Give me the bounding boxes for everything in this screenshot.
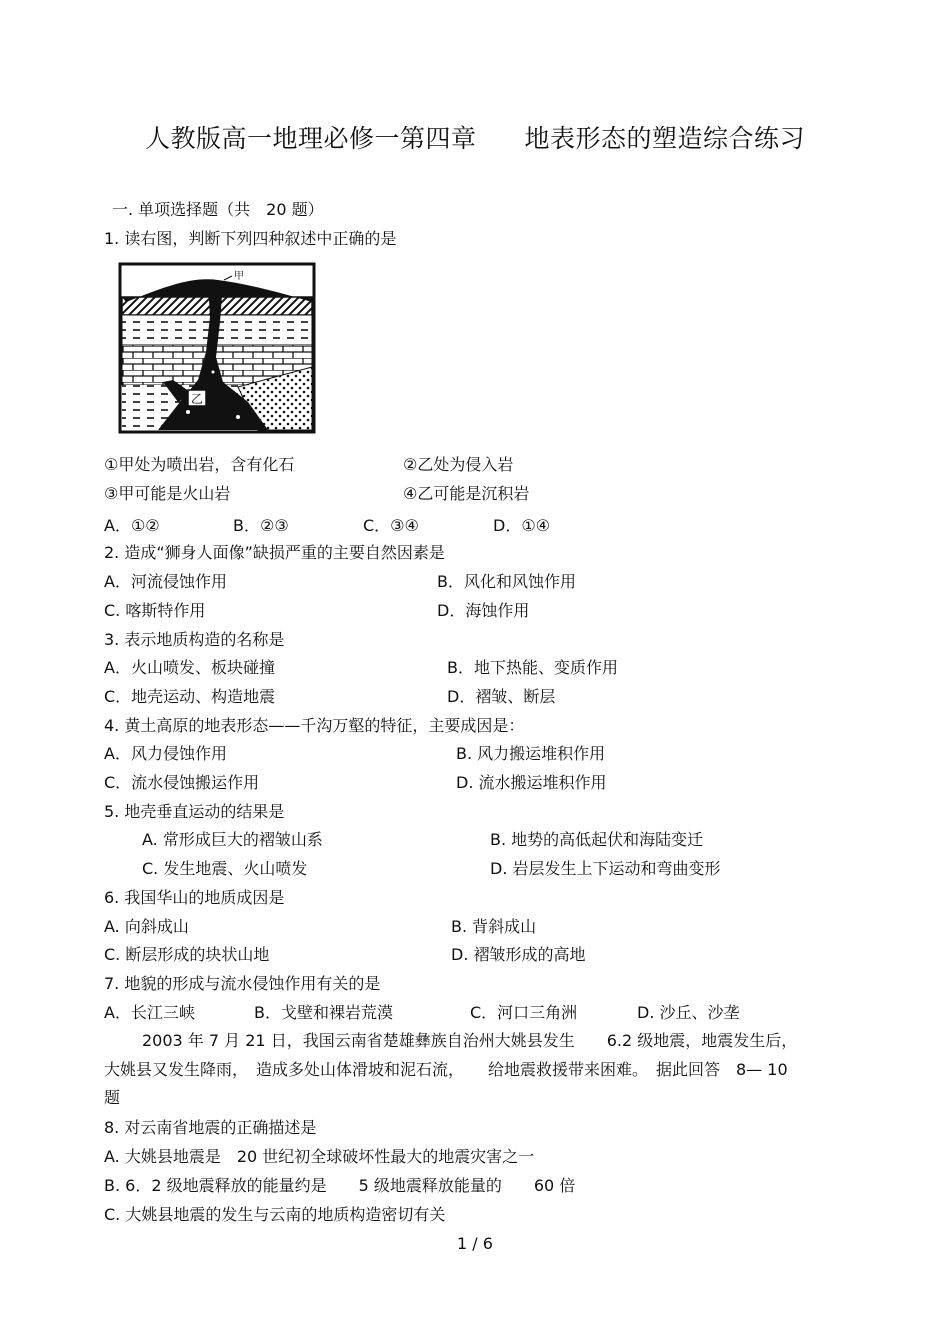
q6-option-b: B. 背斜成山 <box>451 917 537 936</box>
q1-statement-1: ①甲处为喷出岩，含有化石 <box>104 455 295 474</box>
passage-line-1: 2003 年 7 月 21 日，我国云南省楚雄彝族自治州大姚县发生 6.2 级地震，地震发生后， <box>142 1031 798 1050</box>
q6-option-a: A. 向斜成山 <box>104 917 189 936</box>
q5-option-c: C. 发生地震、火山喷发 <box>142 859 308 878</box>
label-yi: 乙 <box>190 392 204 406</box>
q1-option-d: D．①④ <box>493 516 551 535</box>
q7-option-a: A．长江三峡 <box>104 1003 195 1022</box>
q5-option-b: B. 地势的高低起伏和海陆变迁 <box>490 830 704 849</box>
q5-option-a: A. 常形成巨大的褶皱山系 <box>142 830 323 849</box>
q3-option-d: D．褶皱、断层 <box>447 687 556 706</box>
q2-stem: 2. 造成“狮身人面像”缺损严重的主要自然因素是 <box>104 543 445 562</box>
q4-option-c: C．流水侵蚀搬运作用 <box>104 773 260 792</box>
q3-option-a: A．火山喷发、板块碰撞 <box>104 658 275 677</box>
q5-option-d: D. 岩层发生上下运动和弯曲变形 <box>490 859 721 878</box>
q4-option-a: A．风力侵蚀作用 <box>104 744 227 763</box>
q8-stem: 8. 对云南省地震的正确描述是 <box>104 1118 317 1137</box>
q2-option-c: C. 喀斯特作用 <box>104 601 206 620</box>
q3-option-b: B．地下热能、变质作用 <box>447 658 618 677</box>
page-title <box>0 119 950 155</box>
q2-option-b: B．风化和风蚀作用 <box>437 572 576 591</box>
passage-line-3: 题 <box>104 1088 121 1107</box>
page-number: 1 / 6 <box>457 1234 493 1253</box>
q7-option-d: D. 沙丘、沙垄 <box>637 1003 740 1022</box>
q1-statement-3: ③甲可能是火山岩 <box>104 484 231 503</box>
passage-line-2: 大姚县又发生降雨， 造成多处山体滑坡和泥石流， 给地震救援带来困难。 据此回答 8— 10 <box>104 1060 788 1079</box>
q8-option-a: A. 大姚县地震是 20 世纪初全球破坏性最大的地震灾害之一 <box>104 1147 535 1166</box>
q7-option-c: C．河口三角洲 <box>470 1003 578 1022</box>
q8-option-b: B. 6．2 级地震释放的能量约是 5 级地震释放能量的 60 倍 <box>104 1176 576 1195</box>
q7-option-b: B．戈壁和裸岩荒漠 <box>254 1003 393 1022</box>
geology-figure <box>118 262 316 434</box>
q1-option-a: A．①② <box>104 516 160 535</box>
q6-option-c: C. 断层形成的块状山地 <box>104 945 270 964</box>
q8-option-c: C. 大姚县地震的发生与云南的地质构造密切有关 <box>104 1205 446 1224</box>
q2-option-d: D．海蚀作用 <box>437 601 530 620</box>
q3-stem: 3. 表示地质构造的名称是 <box>104 630 285 649</box>
q7-stem: 7. 地貌的形成与流水侵蚀作用有关的是 <box>104 974 381 993</box>
q2-option-a: A．河流侵蚀作用 <box>104 572 227 591</box>
q3-option-c: C．地壳运动、构造地震 <box>104 687 276 706</box>
q1-stem: 1. 读右图，判断下列四种叙述中正确的是 <box>104 229 397 248</box>
q4-option-d: D. 流水搬运堆积作用 <box>456 773 607 792</box>
q5-stem: 5. 地壳垂直运动的结果是 <box>104 802 285 821</box>
section-header: 一. 单项选择题（共 20 题） <box>112 200 324 219</box>
title-part2: 地表形态的塑造综合练习 <box>524 124 806 153</box>
q4-option-b: B. 风力搬运堆积作用 <box>456 744 606 763</box>
q1-option-c: C．③④ <box>363 516 419 535</box>
q6-option-d: D. 褶皱形成的高地 <box>451 945 586 964</box>
q1-option-b: B．②③ <box>233 516 289 535</box>
q1-statement-4: ④乙可能是沉积岩 <box>403 484 530 503</box>
q1-statement-2: ②乙处为侵入岩 <box>403 455 514 474</box>
label-jia: 甲 <box>234 271 244 282</box>
title-part1: 人教版高一地理必修一第四章 <box>144 124 477 153</box>
q4-stem: 4. 黄土高原的地表形态——千沟万壑的特征，主要成因是： <box>104 716 525 735</box>
q6-stem: 6. 我国华山的地质成因是 <box>104 888 285 907</box>
